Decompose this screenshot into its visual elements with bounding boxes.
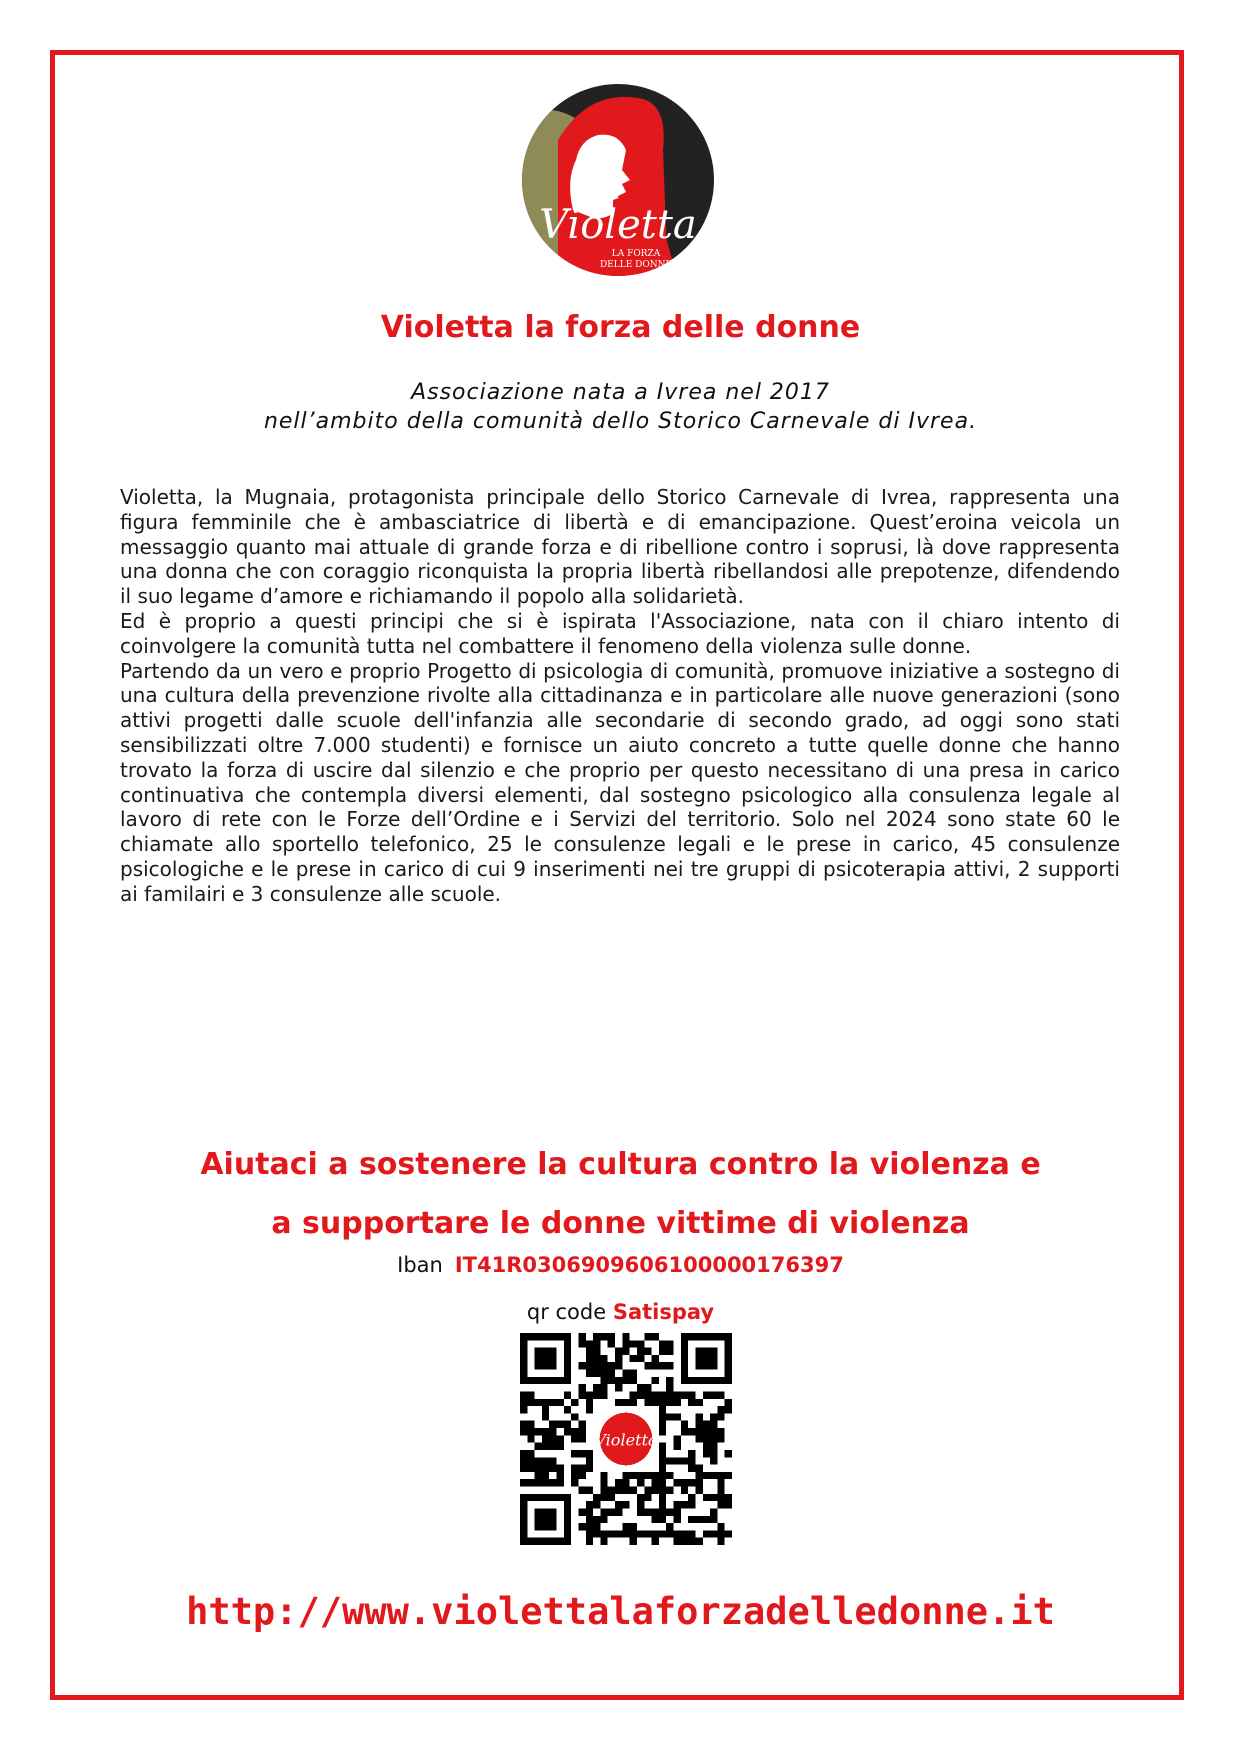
qr-code-icon[interactable] xyxy=(520,1333,732,1545)
website-link[interactable]: http://www.violettalaforzadelledonne.it xyxy=(186,1590,1055,1633)
paragraph: Ed è proprio a questi principi che si è ispirata l'Associazione, nata con il chiaro intento di coinvolgere la comunità tutta nel combattere il fenomeno della violenza sulle donne. xyxy=(120,608,1120,658)
paragraph: Partendo da un vero e proprio Progetto di psicologia di comunità, promuove iniziative a sostegno di una cultura della prevenzione rivolte alla cittadinanza e in particolare alle nuove generazioni (sono attivi progetti dalle scuole dell'infanzia alle secondarie di secondo grado, ad oggi sono stati sensibilizzati oltre 7.000 studenti) e fornisce un aiuto concreto a tutte quelle donne che hanno trovato la forza di uscire dal silenzio e che proprio per questo necessitano di una presa in carico continuativa che contempla diversi elementi, dal sostegno psicologico alla consulenza legale al lavoro di rete con le Forze dell’Ordine e i Servizi del territorio. Solo nel 2024 sono state 60 le chiamate allo sportello telefonico, 25 le consulenze legali e le prese in carico, 45 consulenze psicologiche e le prese in carico di cui 9 inserimenti nei tre gruppi di psicoterapia attivi, 2 supporti ai familairi e 3 consulenze alle scuole. xyxy=(120,658,1120,906)
appeal-line: a supportare le donne vittime di violenza xyxy=(271,1206,970,1241)
subtitle xyxy=(0,378,1241,436)
body-text xyxy=(120,485,1120,907)
subtitle-line: Associazione nata a Ivrea nel 2017 xyxy=(411,380,830,405)
appeal-line: Aiutaci a sostenere la cultura contro la violenza e xyxy=(200,1147,1041,1182)
iban-value: IT41R0306909606100000176397 xyxy=(454,1253,844,1277)
page-title: Violetta la forza delle donne xyxy=(380,310,861,345)
logo-tagline-2: DELLE DONNE xyxy=(599,260,673,270)
iban-label: Iban xyxy=(397,1253,443,1277)
qr-label-text: qr code xyxy=(526,1300,607,1324)
subtitle-line: nell’ambito della comunità dello Storico Carnevale di Ivrea. xyxy=(263,409,978,434)
qr-center-label: Violetta xyxy=(594,1430,658,1450)
appeal-heading xyxy=(0,1135,1241,1253)
logo-wordmark: Violetta xyxy=(539,202,697,248)
iban-line xyxy=(0,1253,1241,1277)
qr-provider: Satispay xyxy=(612,1300,715,1324)
logo-tagline-1: LA FORZA xyxy=(611,249,661,259)
qr-label xyxy=(0,1300,1241,1324)
violetta-logo xyxy=(518,80,718,280)
paragraph: Violetta, la Mugnaia, protagonista principale dello Storico Carnevale di Ivrea, rappresenta una figura femminile che è ambasciatrice di libertà e di emancipazione. Quest’eroina veicola un messaggio quanto mai attuale di grande forza e di ribellione contro i soprusi, là dove rappresenta una donna che con coraggio riconquista la propria libertà ribellandosi alle prepotenze, difendendo il suo legame d’amore e richiamando il popolo alla solidarietà. xyxy=(120,485,1120,609)
